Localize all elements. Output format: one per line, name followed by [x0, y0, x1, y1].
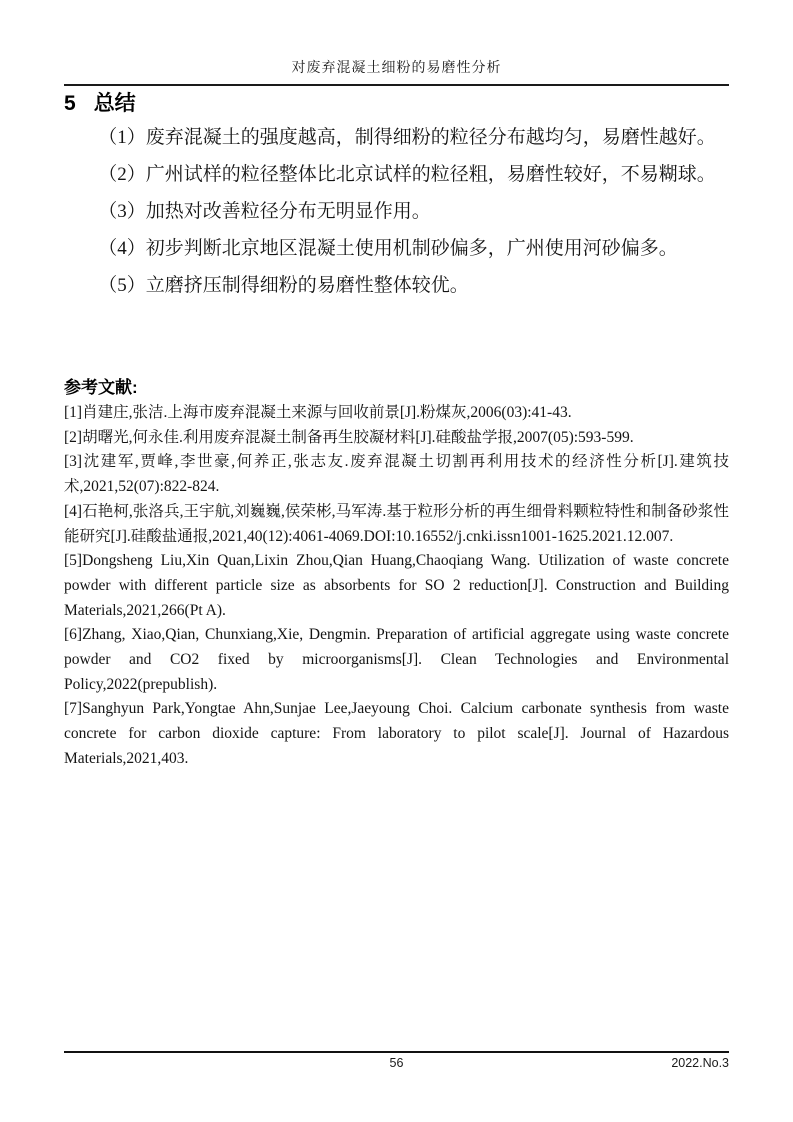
references-list — [64, 401, 729, 772]
reference-item-2: [2]胡曙光,何永佳.利用废弃混凝土制备再生胶凝材料[J].硅酸盐学报,2007(05):593-599. — [64, 428, 634, 446]
section-heading — [64, 87, 136, 117]
footer-rule-line — [64, 1051, 729, 1053]
reference-item-7: [7]Sanghyun Park,Yongtae Ahn,Sunjae Lee,Jaeyoung Choi. Calcium carbonate synthesis from waste concrete for carbon dioxide capture: From laboratory to pilot scale[J]. Journal of Hazardous Materials,2021,403. — [64, 700, 729, 767]
reference-item-5: [5]Dongsheng Liu,Xin Quan,Lixin Zhou,Qian Huang,Chaoqiang Wang. Utilization of waste concrete powder with different particle size as absorbents for SO 2 reduction[J]. Construction and Building Materials,2021,266(Pt A). — [64, 552, 729, 619]
reference-item-3: [3]沈建军,贾峰,李世豪,何养正,张志友.废弃混凝土切割再利用技术的经济性分析[J].建筑技术,2021,52(07):822-824. — [64, 453, 729, 496]
page-number: 56 — [389, 1056, 404, 1070]
conclusions-list — [64, 119, 718, 304]
conclusion-item-4: （4）初步判断北京地区混凝土使用机制砂偏多，广州使用河砂偏多。 — [98, 238, 678, 259]
page-footer — [64, 1056, 729, 1074]
section-number: 5 — [64, 92, 76, 115]
reference-item-6: [6]Zhang, Xiao,Qian, Chunxiang,Xie, Dengmin. Preparation of artificial aggregate using waste concrete powder and CO2 fixed by microorganisms[J]. Clean Technologies and Environmental Policy,2022(prepublish). — [64, 626, 729, 693]
conclusion-item-2: （2）广州试样的粒径整体比北京试样的粒径粗，易磨性较好，不易糊球。 — [98, 164, 716, 185]
reference-item-1: [1]肖建庄,张洁.上海市废弃混凝土来源与回收前景[J].粉煤灰,2006(03):41-43. — [64, 404, 572, 421]
section-title: 总结 — [93, 92, 136, 115]
issue-number: 2022.No.3 — [671, 1056, 729, 1070]
conclusion-item-5: （5）立磨挤压制得细粉的易磨性整体较优。 — [98, 275, 469, 296]
reference-item-4: [4]石艳柯,张洛兵,王宇航,刘巍巍,侯荣彬,马军涛.基于粒形分析的再生细骨料颗粒特性和制备砂浆性能研究[J].硅酸盐通报,2021,40(12):4061-4069.DOI:10.16552/j.cnki.issn1001-1625.2021.12.007. — [64, 502, 729, 545]
running-header-title: 对废弃混凝土细粉的易磨性分析 — [291, 61, 502, 76]
references-heading: 参考文献: — [64, 378, 138, 397]
conclusion-item-1: （1）废弃混凝土的强度越高，制得细粉的粒径分布越均匀，易磨性越好。 — [98, 127, 716, 148]
header-rule-line — [64, 84, 729, 86]
conclusion-item-3: （3）加热对改善粒径分布无明显作用。 — [98, 201, 431, 222]
